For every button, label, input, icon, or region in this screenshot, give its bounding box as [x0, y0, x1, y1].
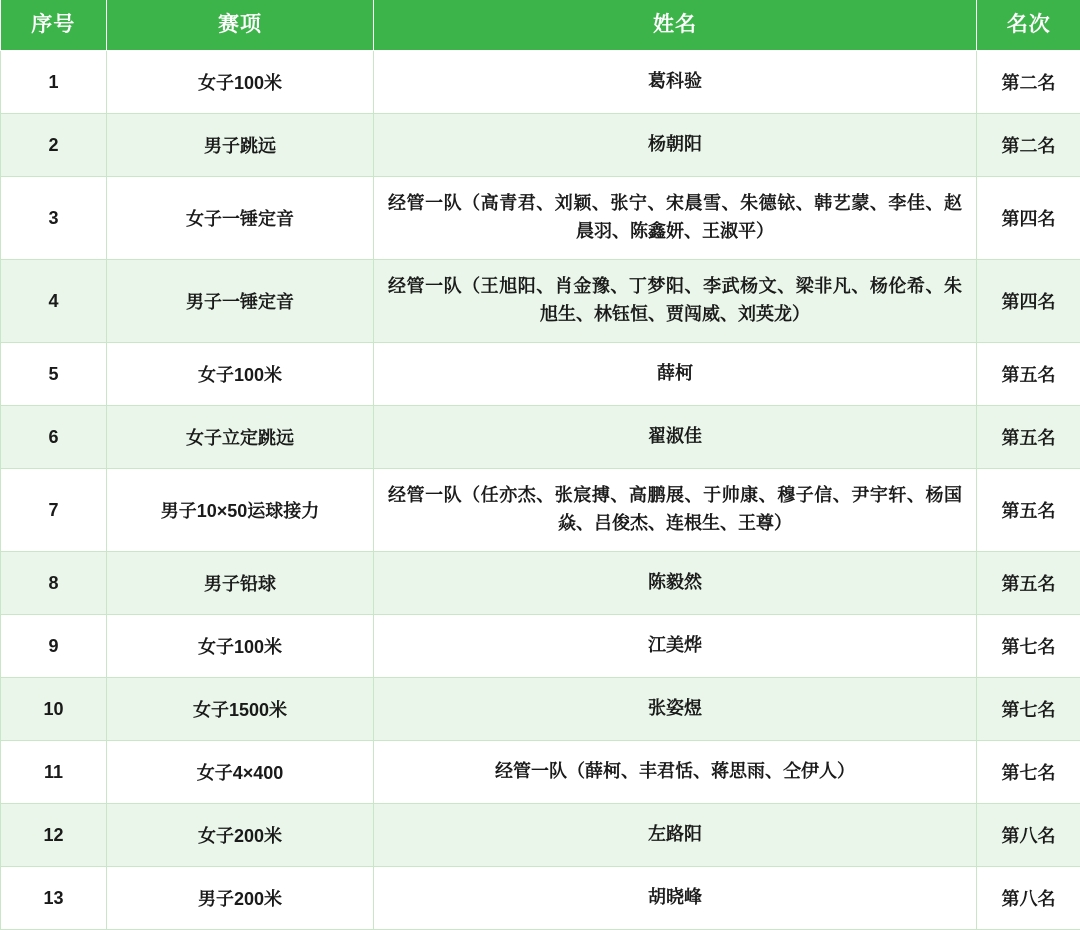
cell-name: 葛科验: [374, 51, 977, 114]
table-row: [1, 615, 1080, 678]
cell-rank: 第八名: [977, 804, 1080, 867]
cell-event: 男子200米: [107, 867, 374, 930]
table-body: [1, 51, 1080, 930]
cell-name: 左路阳: [374, 804, 977, 867]
table-header: [1, 0, 1080, 51]
cell-event: 男子10×50运球接力: [107, 469, 374, 552]
cell-event: 女子4×400: [107, 741, 374, 804]
cell-event: 女子200米: [107, 804, 374, 867]
cell-index: 4: [1, 260, 107, 343]
table-row: [1, 469, 1080, 552]
cell-event: 女子一锤定音: [107, 177, 374, 260]
cell-index: 5: [1, 343, 107, 406]
cell-rank: 第七名: [977, 741, 1080, 804]
cell-index: 12: [1, 804, 107, 867]
cell-name: 薛柯: [374, 343, 977, 406]
cell-index: 3: [1, 177, 107, 260]
cell-event: 男子一锤定音: [107, 260, 374, 343]
cell-name: 经管一队（任亦杰、张宸搏、高鹏展、于帅康、穆子信、尹宇轩、杨国焱、吕俊杰、连根生、王尊）: [374, 469, 977, 552]
table-row: [1, 51, 1080, 114]
cell-index: 11: [1, 741, 107, 804]
cell-rank: 第五名: [977, 343, 1080, 406]
column-header-name: 姓名: [374, 0, 977, 51]
cell-name: 经管一队（王旭阳、肖金豫、丁梦阳、李武杨文、梁非凡、杨伦希、朱旭生、林钰恒、贾闯威、刘英龙）: [374, 260, 977, 343]
cell-name: 陈毅然: [374, 552, 977, 615]
cell-name: 经管一队（高青君、刘颖、张宁、宋晨雪、朱德铱、韩艺蒙、李佳、赵晨羽、陈鑫妍、王淑平）: [374, 177, 977, 260]
cell-name: 翟淑佳: [374, 406, 977, 469]
cell-rank: 第八名: [977, 867, 1080, 930]
cell-index: 6: [1, 406, 107, 469]
table-row: [1, 406, 1080, 469]
cell-rank: 第五名: [977, 469, 1080, 552]
cell-event: 女子100米: [107, 615, 374, 678]
cell-index: 9: [1, 615, 107, 678]
column-header-event: 赛项: [107, 0, 374, 51]
table-row: [1, 552, 1080, 615]
cell-rank: 第二名: [977, 114, 1080, 177]
cell-index: 8: [1, 552, 107, 615]
cell-event: 男子铅球: [107, 552, 374, 615]
cell-rank: 第五名: [977, 406, 1080, 469]
table-row: [1, 741, 1080, 804]
table-row: [1, 343, 1080, 406]
table-row: [1, 114, 1080, 177]
cell-event: 女子1500米: [107, 678, 374, 741]
cell-index: 2: [1, 114, 107, 177]
table-row: [1, 177, 1080, 260]
header-row: [1, 0, 1080, 51]
cell-event: 女子立定跳远: [107, 406, 374, 469]
table-row: [1, 260, 1080, 343]
table-row: [1, 804, 1080, 867]
cell-name: 杨朝阳: [374, 114, 977, 177]
cell-rank: 第二名: [977, 51, 1080, 114]
cell-index: 10: [1, 678, 107, 741]
column-header-index: 序号: [1, 0, 107, 51]
cell-index: 7: [1, 469, 107, 552]
column-header-rank: 名次: [977, 0, 1080, 51]
cell-event: 女子100米: [107, 51, 374, 114]
cell-rank: 第四名: [977, 260, 1080, 343]
cell-rank: 第七名: [977, 615, 1080, 678]
cell-index: 13: [1, 867, 107, 930]
cell-name: 江美烨: [374, 615, 977, 678]
table-row: [1, 678, 1080, 741]
cell-event: 女子100米: [107, 343, 374, 406]
cell-event: 男子跳远: [107, 114, 374, 177]
cell-name: 胡晓峰: [374, 867, 977, 930]
cell-index: 1: [1, 51, 107, 114]
cell-rank: 第四名: [977, 177, 1080, 260]
cell-name: 经管一队（薛柯、丰君恬、蒋思雨、仝伊人）: [374, 741, 977, 804]
cell-rank: 第七名: [977, 678, 1080, 741]
table-row: [1, 867, 1080, 930]
cell-rank: 第五名: [977, 552, 1080, 615]
cell-name: 张姿煜: [374, 678, 977, 741]
